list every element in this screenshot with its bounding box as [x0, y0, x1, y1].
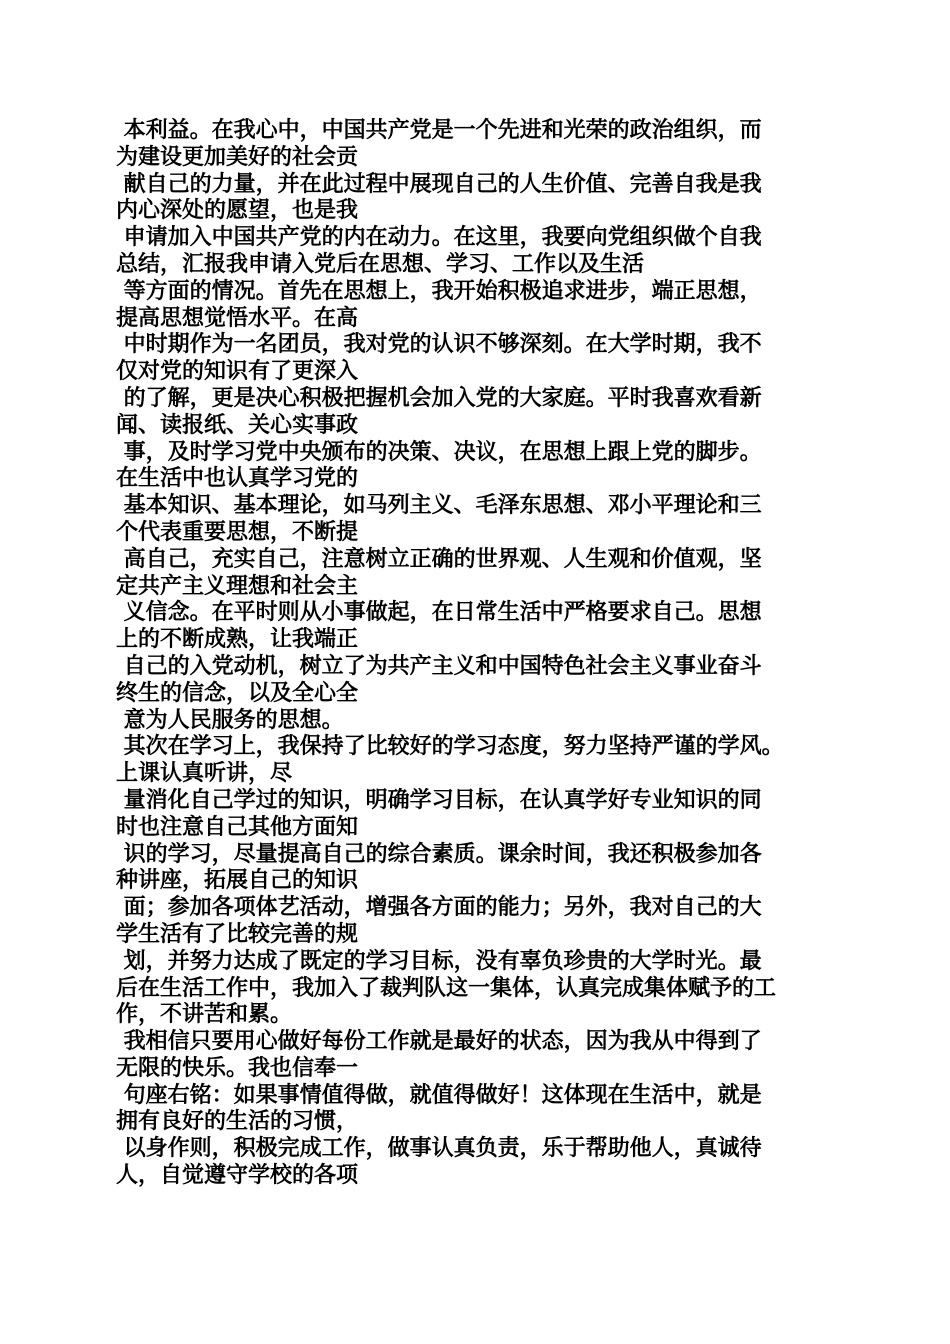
text-line: 自己的入党动机，树立了为共产主义和中国特色社会主义事业奋斗 [116, 653, 762, 679]
text-line: 个代表重要思想，不断提 [116, 519, 359, 545]
text-line: 等方面的情况。首先在思想上，我开始积极追求进步，端正思想， [116, 278, 762, 304]
text-line: 总结，汇报我申请入党后在思想、学习、工作以及生活 [116, 251, 645, 277]
text-line: 在生活中也认真学习党的 [116, 466, 359, 492]
text-line: 闻、读报纸、关心实事政 [116, 412, 359, 438]
text-line: 识的学习，尽量提高自己的综合素质。课余时间，我还积极参加各 [116, 841, 762, 867]
text-line: 我相信只要用心做好每份工作就是最好的状态，因为我从中得到了 [116, 1029, 762, 1055]
text-line: 仅对党的知识有了更深入 [116, 359, 359, 385]
text-line: 中时期作为一名团员，我对党的认识不够深刻。在大学时期，我不 [116, 332, 762, 358]
text-line: 无限的快乐。我也信奉一 [116, 1055, 359, 1081]
text-line: 申请加入中国共产党的内在动力。在这里，我要向党组织做个自我 [116, 225, 762, 251]
document-body [116, 118, 840, 1190]
text-line: 划，并努力达成了既定的学习目标，没有辜负珍贵的大学时光。最 [116, 948, 762, 974]
text-line: 意为人民服务的思想。 [116, 707, 344, 733]
text-line: 为建设更加美好的社会贡 [116, 144, 359, 170]
text-line: 其次在学习上，我保持了比较好的学习态度，努力坚持严谨的学风。 [116, 734, 784, 760]
text-line: 基本知识、基本理论，如马列主义、毛泽东思想、邓小平理论和三 [116, 493, 762, 519]
text-line: 义信念。在平时则从小事做起，在日常生活中严格要求自己。思想 [116, 600, 762, 626]
text-line: 量消化自己学过的知识，明确学习目标，在认真学好专业知识的同 [116, 787, 762, 813]
text-line: 高自己，充实自己，注意树立正确的世界观、人生观和价值观，坚 [116, 546, 762, 572]
text-line: 句座右铭：如果事情值得做，就值得做好！这体现在生活中，就是 [116, 1082, 762, 1108]
text-line: 面；参加各项体艺活动，增强各方面的能力；另外，我对自己的大 [116, 895, 762, 921]
text-line: 种讲座，拓展自己的知识 [116, 868, 359, 894]
text-line: 本利益。在我心中，中国共产党是一个先进和光荣的政治组织，而 [116, 118, 762, 143]
text-line: 后在生活工作中，我加入了裁判队这一集体，认真完成集体赋予的工 [116, 975, 777, 1001]
text-line: 终生的信念，以及全心全 [116, 680, 359, 706]
text-line: 提高思想觉悟水平。在高 [116, 305, 359, 331]
text-line: 作，不讲苦和累。 [116, 1002, 293, 1028]
text-line: 上课认真听讲，尽 [116, 761, 293, 787]
text-line: 事，及时学习党中央颁布的决策、决议，在思想上跟上党的脚步。 [116, 439, 762, 465]
text-line: 拥有良好的生活的习惯， [116, 1109, 359, 1135]
text-line: 的了解，更是决心积极把握机会加入党的大家庭。平时我喜欢看新 [116, 385, 762, 411]
text-line: 人，自觉遵守学校的各项 [116, 1163, 359, 1189]
text-line: 学生活有了比较完善的规 [116, 921, 359, 947]
text-line: 上的不断成熟，让我端正 [116, 627, 359, 653]
text-line: 献自己的力量，并在此过程中展现自己的人生价值、完善自我是我 [116, 171, 762, 197]
text-line: 时也注意自己其他方面知 [116, 814, 359, 840]
text-line: 定共产主义理想和社会主 [116, 573, 359, 599]
text-line: 内心深处的愿望，也是我 [116, 198, 359, 224]
text-line: 以身作则，积极完成工作，做事认真负责，乐于帮助他人，真诚待 [116, 1136, 762, 1162]
